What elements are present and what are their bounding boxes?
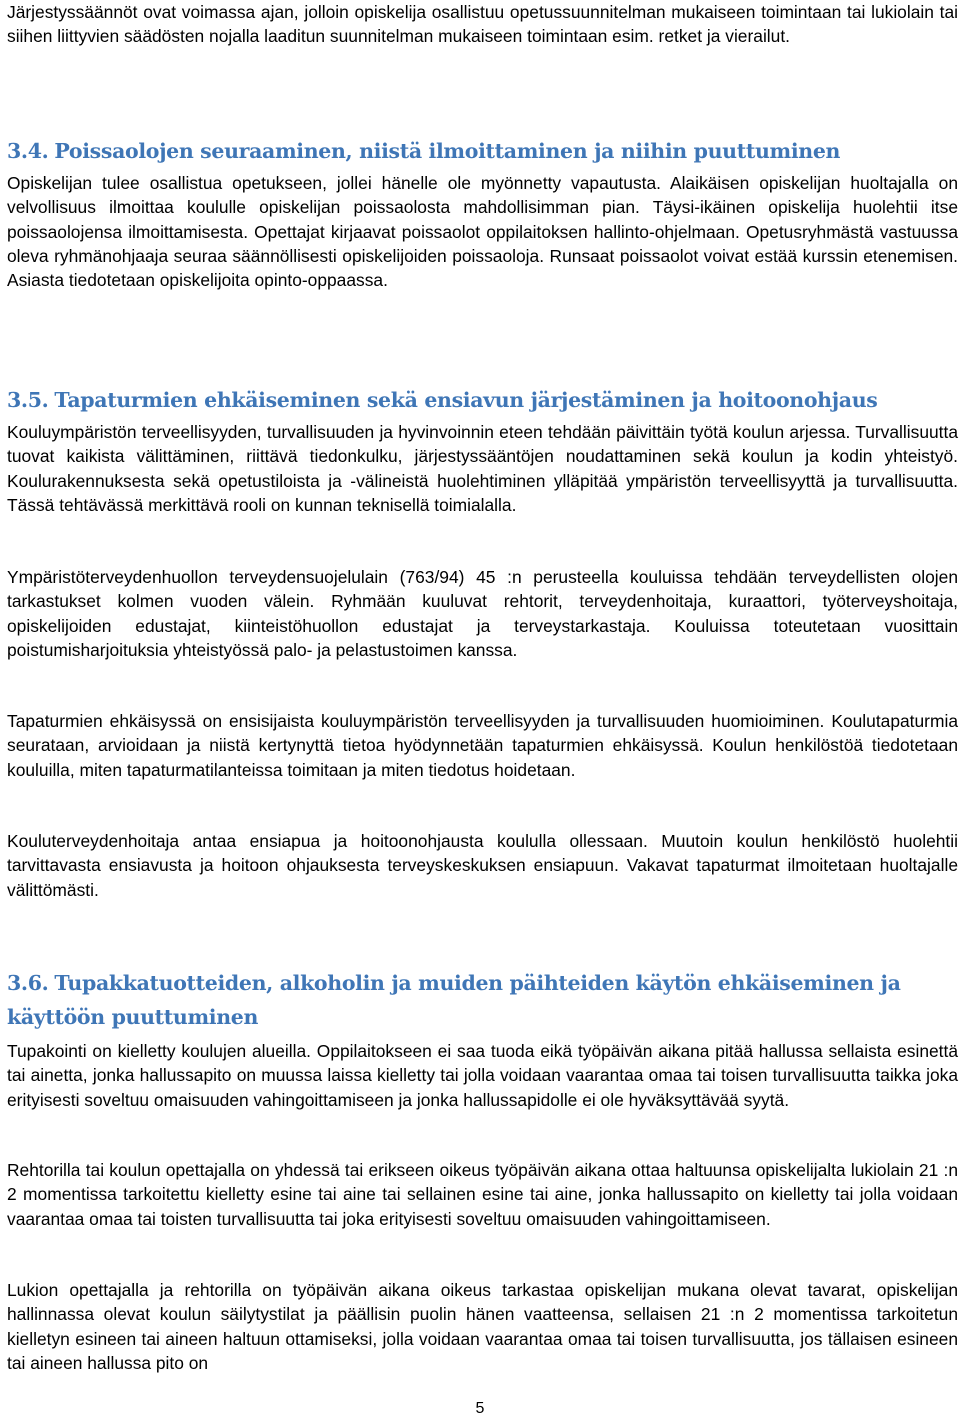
- section-3-6-paragraph-1: [7, 1039, 958, 1112]
- section-heading: [7, 383, 958, 417]
- intro-paragraph: Järjestyssäännöt ovat voimassa ajan, jolloin opiskelija osallistuu opetussuunnitelman mukaiseen toimintaan tai lukiolain tai siihen liittyvien säädösten nojalla laaditun suunnitelman mukaiseen toimintaan esim. retket ja vierailut.: [7, 2, 958, 47]
- section-3-6-paragraph-2: [7, 1158, 958, 1231]
- section-3-5-paragraph-4: [7, 829, 958, 902]
- section-number: 3.5.: [7, 388, 49, 412]
- section-3-4: [7, 134, 958, 168]
- section-3-6: [7, 966, 958, 1034]
- section-3-5: [7, 383, 958, 417]
- section-heading: [7, 134, 958, 168]
- section-title: Tapaturmien ehkäiseminen sekä ensiavun järjestäminen ja hoitoonohjaus: [54, 388, 878, 412]
- section-number: 3.4.: [7, 139, 49, 163]
- section-3-6-paragraph-3: [7, 1278, 958, 1375]
- paragraph: Ympäristöterveydenhuollon terveydensuojelulain (763/94) 45 :n perusteella kouluissa tehdään terveydellisten olojen tarkastukset kolmen vuoden välein. Ryhmään kuuluvat rehtorit, terveydenhoitaja, kuraattori, työterveyshoitaja, opiskelijoiden edustajat, kiinteistöhuollon edustajat ja terveystarkastaja. Kouluissa toteutetaan vuosittain poistumisharjoituksia yhteistyössä palo- ja pelastustoimen kanssa.: [7, 567, 958, 660]
- paragraph: Opiskelijan tulee osallistua opetukseen, jollei hänelle ole myönnetty vapautusta. Alaikäisen opiskelijan huoltajalla on velvollisuus ilmoittaa koululle opiskelijan poissaolosta mahdollisimman pian. Täysi-ikäinen opiskelija huolehtii itse poissaolojensa ilmoittamisesta. Opettajat kirjaavat poissaolot oppilaitoksen hallinto-ohjelmaan. Opetusryhmästä vastuussa oleva ryhmänohjaaja seuraa säännöllisesti opiskelijoiden poissaoloja. Runsaat poissaolot voivat estää kurssin etenemisen. Asiasta tiedotetaan opiskelijoita opinto-oppaassa.: [7, 173, 958, 291]
- paragraph: Lukion opettajalla ja rehtorilla on työpäivän aikana oikeus tarkastaa opiskelijan mukana olevat tavarat, opiskelijan hallinnassa olevat koulun säilytystilat ja päällisin puolin hänen vaatteensa, sellaisen 21 :n 2 momentissa tarkoitetun kielletyn esineen tai aineen haltuun ottamiseksi, jolla voidaan vaarantaa omaa tai toisen turvallisuutta, jos tällaisen esineen tai aineen hallussa pito on: [7, 1280, 958, 1373]
- section-3-5-paragraph-2: [7, 565, 958, 662]
- paragraph: Kouluympäristön terveellisyyden, turvallisuuden ja hyvinvoinnin eteen tehdään päivittäin työtä koulun arjessa. Turvallisuutta tuovat kaikista välittäminen, riittävä tiedonkulku, järjestyssääntöjen noudattaminen sekä koulun ja kodin yhteistyö. Koulurakennuksesta sekä opetustiloista ja -välineistä huolehtiminen ylläpitää ympäristön terveellisyyttä ja turvallisuutta. Tässä tehtävässä merkittävä rooli on kunnan teknisellä toimialalla.: [7, 422, 958, 515]
- paragraph: Tupakointi on kielletty koulujen alueilla. Oppilaitokseen ei saa tuoda eikä työpäivän aikana pitää hallussa sellaista esinettä tai ainetta, jonka hallussapito on muussa laissa kielletty tai jolla voidaan vaarantaa omaa tai toisen turvallisuutta taikka joka erityisesti soveltuu omaisuuden vahingoittamiseen ja jonka hallussapidolle ei ole hyväksyttävää syytä.: [7, 1041, 958, 1110]
- intro-block: [7, 0, 958, 49]
- section-title: Poissaolojen seuraaminen, niistä ilmoittaminen ja niihin puuttuminen: [54, 139, 841, 163]
- paragraph: Rehtorilla tai koulun opettajalla on yhdessä tai erikseen oikeus työpäivän aikana ottaa haltuunsa opiskelijalta lukiolain 21 :n 2 momentissa tarkoitettu kielletty esine tai aine tai sellainen esine tai aine, jonka hallussapito on kielletty tai jolla voidaan vaarantaa omaa tai toisten turvallisuutta tai joka erityisesti soveltuu omaisuuden vahingoittamiseen.: [7, 1160, 958, 1229]
- section-heading: [7, 966, 958, 1034]
- section-3-5-paragraph-1: [7, 420, 958, 517]
- section-3-4-body: [7, 171, 958, 292]
- section-title: Tupakkatuotteiden, alkoholin ja muiden päihteiden käytön ehkäiseminen ja käyttöön puuttuminen: [7, 971, 901, 1029]
- section-number: 3.6.: [7, 971, 49, 995]
- paragraph: Kouluterveydenhoitaja antaa ensiapua ja hoitoonohjausta koululla ollessaan. Muutoin koulun henkilöstö huolehtii tarvittavasta ensiavusta ja hoitoon ohjauksesta terveyskeskuksen ensiapuun. Vakavat tapaturmat ilmoitetaan huoltajalle välittömästi.: [7, 831, 958, 900]
- paragraph: Tapaturmien ehkäisyssä on ensisijaista kouluympäristön terveellisyyden ja turvallisuuden huomioiminen. Koulutapaturmia seurataan, arvioidaan ja niistä kertynyttä tietoa hyödynnetään tapaturmien ehkäisyssä. Koulun henkilöstöä tiedotetaan kouluilla, miten tapaturmatilanteissa toimitaan ja miten tiedotus hoidetaan.: [7, 711, 958, 780]
- page-number: 5: [475, 1400, 485, 1417]
- section-3-5-paragraph-3: [7, 709, 958, 782]
